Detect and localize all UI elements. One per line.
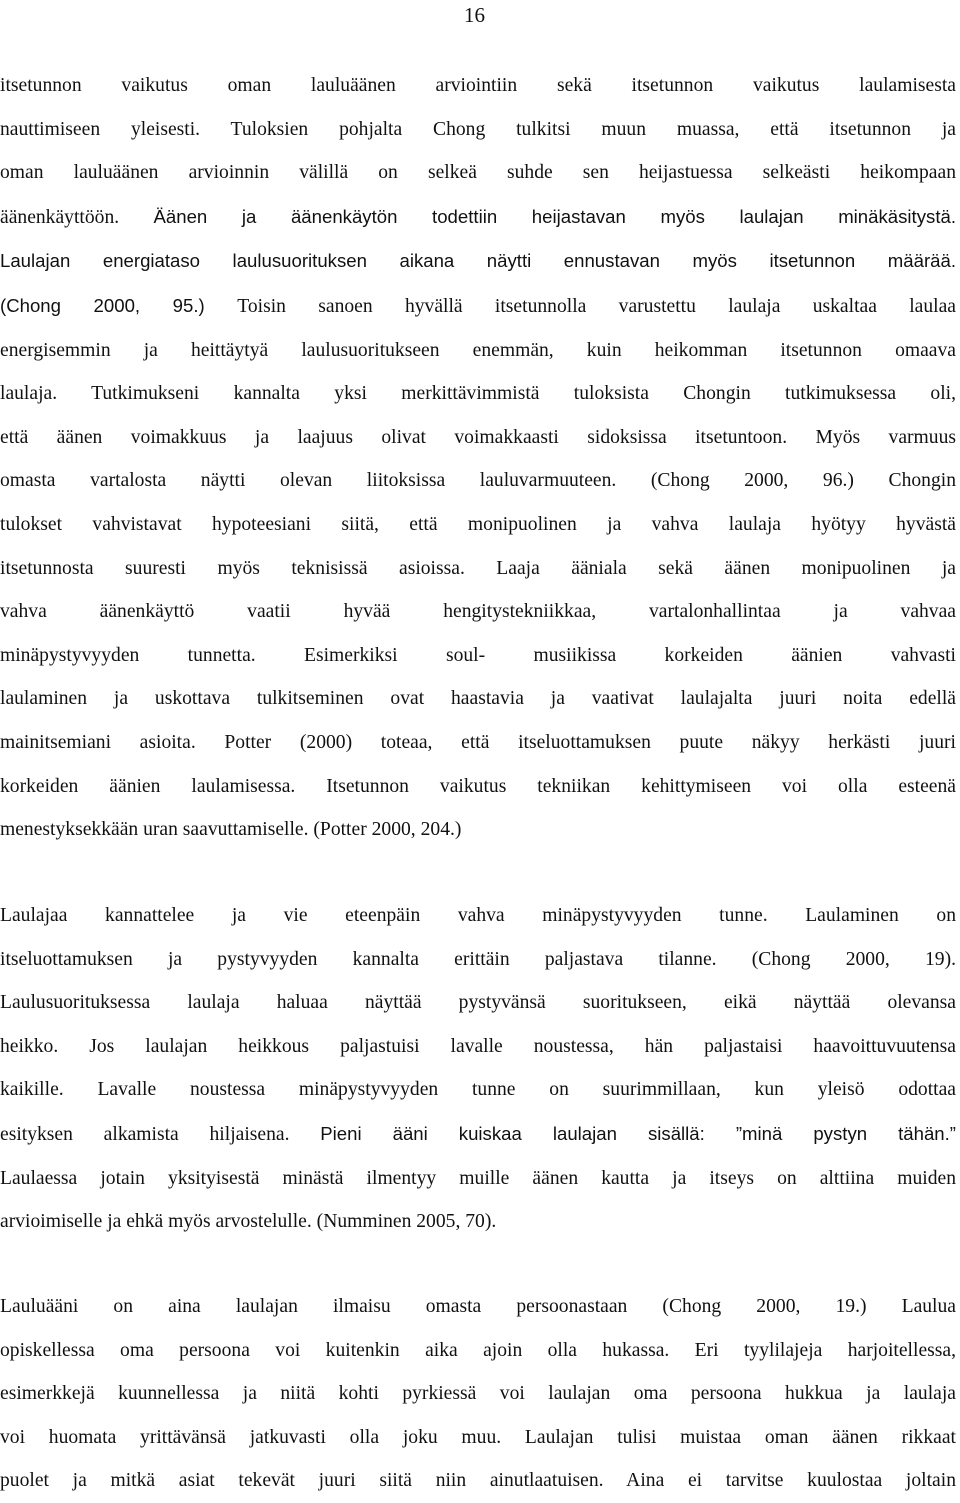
text-segment: Toisin sanoen hyvällä itsetunnolla varustettu laulaja uskaltaa laulaa <box>237 295 956 317</box>
text-segment: Lauluääni on aina laulajan ilmaisu omasta persoonastaan (Chong 2000, 19.) Laulua <box>0 1296 956 1317</box>
text-line <box>0 1372 956 1416</box>
page-number: 16 <box>464 3 485 27</box>
text-line <box>0 1112 956 1157</box>
paragraph-3 <box>0 1285 956 1503</box>
text-segment: Pieni ääni kuiskaa laulajan sisällä: ”minä pystyn tähän.” <box>320 1122 956 1144</box>
text-line <box>0 151 956 195</box>
text-line <box>0 329 956 373</box>
text-segment: arvioimiselle ja ehkä myös arvostelulle. (Numminen 2005, 70). <box>0 1211 497 1233</box>
text-segment: laulaja. Tutkimukseni kannalta yksi merkittävimmistä tuloksista Chongin tutkimuksessa oli, <box>0 383 956 405</box>
text-line <box>0 938 956 982</box>
text-segment: vahva äänenkäyttö vaatii hyvää hengitystekniikkaa, vartalonhallintaa ja vahvaa <box>0 601 956 623</box>
text-line <box>0 1157 956 1201</box>
text-segment: oman lauluäänen arvioinnin välillä on selkeä suhde sen heijastuessa selkeästi heikompaan <box>0 162 956 184</box>
text-line <box>0 1459 956 1503</box>
text-segment: opiskellessa oma persoona voi kuitenkin aika ajoin olla hukassa. Eri tyylilajeja harjoitellessa, <box>0 1339 956 1361</box>
text-line <box>0 1025 956 1069</box>
text-segment: Laulaessa jotain yksityisestä minästä ilmentyy muille äänen kautta ja itseys on alttiina muiden <box>0 1167 956 1189</box>
text-line <box>0 677 956 721</box>
text-segment: Laulajan energiataso laulusuorituksen aikana näytti ennustavan myös itsetunnon määrää. <box>0 250 956 272</box>
text-line <box>0 721 956 765</box>
text-segment: mainitsemiani asioita. Potter (2000) toteaa, että itseluottamuksen puute näkyy herkästi juuri <box>0 731 956 753</box>
text-line <box>0 64 956 108</box>
text-segment: (Chong 2000, 95.) <box>0 294 238 316</box>
text-segment: itseluottamuksen ja pystyvyyden kannalta erittäin paljastava tilanne. (Chong 2000, 19). <box>0 948 956 970</box>
text-line <box>0 547 956 591</box>
text-segment: omasta vartalosta näytti olevan liitoksissa lauluvarmuuteen. (Chong 2000, 96.) Chongin <box>0 470 956 492</box>
text-line <box>0 894 956 938</box>
paragraph-1 <box>0 64 956 852</box>
text-segment: energisemmin ja heittäytyä laulusuoritukseen enemmän, kuin heikomman itsetunnon omaava <box>0 339 956 361</box>
text-line <box>0 239 956 284</box>
text-line <box>0 1200 956 1244</box>
text-line <box>0 808 956 852</box>
text-line <box>0 1416 956 1460</box>
text-line <box>0 372 956 416</box>
text-segment: että äänen voimakkuus ja laajuus olivat voimakkaasti sidoksissa itsetuntoon. Myös varmuus <box>0 426 956 448</box>
text-segment: tulokset vahvistavat hypoteesiani siitä, että monipuolinen ja vahva laulaja hyötyy hyvästä <box>0 513 956 535</box>
text-segment: minäpystyvyyden tunnetta. Esimerkiksi soul- musiikissa korkeiden äänien vahvasti <box>0 644 956 666</box>
text-line <box>0 108 956 152</box>
text-segment: heikko. Jos laulajan heikkous paljastuisi lavalle noustessa, hän paljastaisi haavoittuvuutensa <box>0 1035 956 1057</box>
text-segment: Laulajaa kannattelee ja vie eteenpäin vahva minäpystyvyyden tunne. Laulaminen on <box>0 905 956 926</box>
text-line <box>0 416 956 460</box>
text-segment: esimerkkejä kuunnellessa ja niitä kohti pyrkiessä voi laulajan oma persoona hukkua ja laulaja <box>0 1383 956 1405</box>
text-segment: itsetunnon vaikutus oman lauluäänen arviointiin sekä itsetunnon vaikutus laulamisesta <box>0 75 956 96</box>
text-line <box>0 765 956 809</box>
text-segment: esityksen alkamista hiljaisena. <box>0 1123 321 1145</box>
text-segment: äänenkäyttöön. <box>0 206 154 228</box>
text-line <box>0 590 956 634</box>
text-segment: itsetunnosta suuresti myös teknisissä asioissa. Laaja ääniala sekä äänen monipuolinen ja <box>0 557 956 579</box>
text-line <box>0 1068 956 1112</box>
text-segment: Laulusuorituksessa laulaja haluaa näyttää pystyvänsä suoritukseen, eikä näyttää olevansa <box>0 992 956 1014</box>
text-segment: nauttimiseen yleisesti. Tuloksien pohjalta Chong tulkitsi muun muassa, että itsetunnon ja <box>0 118 956 140</box>
text-line <box>0 1329 956 1373</box>
text-segment: laulaminen ja uskottava tulkitseminen ovat haastavia ja vaativat laulajalta juuri noita edellä <box>0 688 956 710</box>
text-segment: menestyksekkään uran saavuttamiselle. (Potter 2000, 204.) <box>0 819 462 841</box>
text-segment: puolet ja mitkä asiat tekevät juuri siitä niin ainutlaatuisen. Aina ei tarvitse kuulostaa joltain <box>0 1470 956 1492</box>
text-line <box>0 503 956 547</box>
text-segment: kaikille. Lavalle noustessa minäpystyvyyden tunne on suurimmillaan, kun yleisö odottaa <box>0 1079 956 1101</box>
text-line <box>0 459 956 503</box>
text-line <box>0 284 956 329</box>
text-segment: voi huomata yrittävänsä jatkuvasti olla joku muu. Laulajan tulisi muistaa oman äänen rikkaat <box>0 1426 956 1448</box>
text-segment: Äänen ja äänenkäytön todettiin heijastavan myös laulajan minäkäsitystä. <box>153 205 956 227</box>
text-line <box>0 634 956 678</box>
text-line <box>0 981 956 1025</box>
text-line <box>0 195 956 240</box>
text-segment: korkeiden äänien laulamisessa. Itsetunnon vaikutus tekniikan kehittymiseen voi olla esteenä <box>0 775 956 797</box>
paragraph-2 <box>0 894 956 1244</box>
text-line <box>0 1285 956 1329</box>
